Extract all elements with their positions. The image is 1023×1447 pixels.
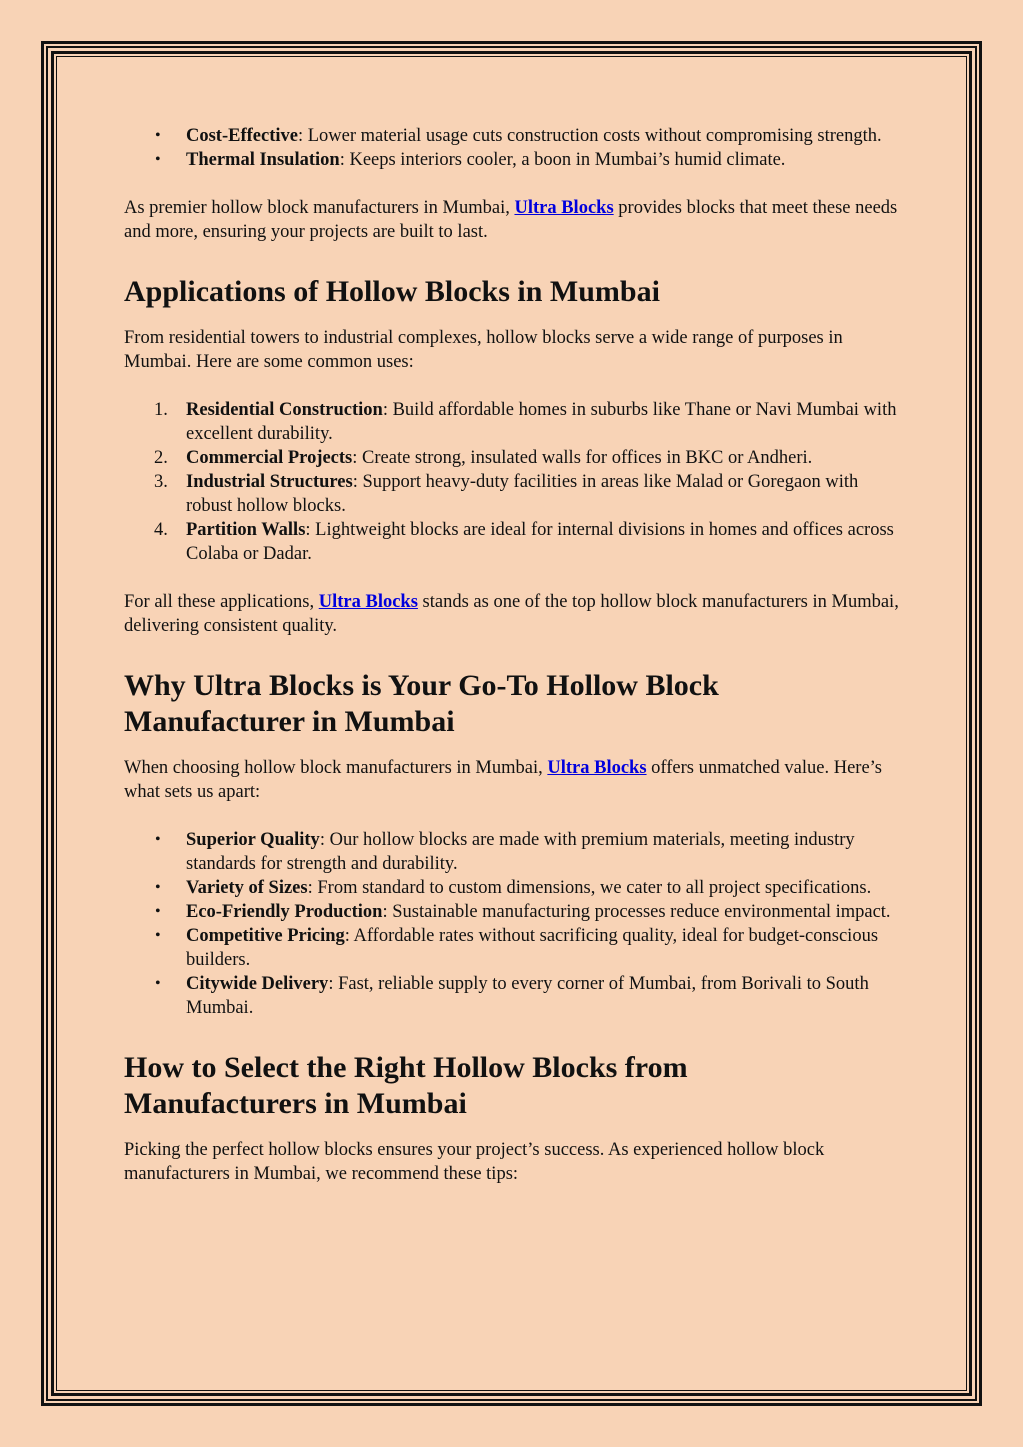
applications-list [124, 398, 899, 566]
list-item-text: : Build affordable homes in suburbs like Thane or Navi Mumbai with excellent durability. [186, 400, 897, 444]
list-item [124, 398, 899, 446]
paragraph [124, 590, 899, 638]
bullet-marker: • [155, 831, 161, 848]
paragraph-text: For all these applications, [124, 592, 319, 612]
paragraph-text: When choosing hollow block manufacturers in Mumbai, [124, 758, 548, 778]
features-list [124, 828, 899, 1020]
list-number: 2. [154, 448, 168, 468]
list-item-text: : Fast, reliable supply to every corner of Mumbai, from Borivali to South Mumbai. [186, 974, 869, 1018]
paragraph [124, 756, 899, 804]
list-item [124, 470, 899, 518]
list-item-text: : Sustainable manufacturing processes reduce environmental impact. [382, 902, 891, 922]
list-item-term: Competitive Pricing [186, 926, 345, 946]
list-item-text: : Lower material usage cuts construction costs without compromising strength. [297, 126, 882, 146]
list-item [124, 924, 899, 972]
list-item-term: Residential Construction [186, 400, 383, 420]
bullet-marker: • [155, 975, 161, 992]
list-item-text: : Our hollow blocks are made with premium materials, meeting industry standards for strength and durability. [186, 830, 855, 874]
list-item [124, 972, 899, 1020]
paragraph-text: stands as one of the top hollow block manufacturers in Mumbai, delivering consistent quality. [124, 592, 899, 636]
list-item-term: Industrial Structures [186, 472, 353, 492]
bullet-marker: • [155, 879, 161, 896]
paragraph: From residential towers to industrial complexes, hollow blocks serve a wide range of purposes in Mumbai. Here are some common uses: [124, 328, 843, 372]
list-item-term: Commercial Projects [186, 448, 353, 468]
list-item-term: Citywide Delivery [186, 974, 329, 994]
list-item [124, 876, 899, 900]
list-item-term: Eco-Friendly Production [186, 902, 383, 922]
list-item-text: : Lightweight blocks are ideal for internal divisions in homes and offices across Colaba or Dadar. [186, 520, 894, 564]
list-item-term: Partition Walls [186, 520, 306, 540]
list-item [124, 148, 899, 172]
ultra-blocks-link[interactable]: Ultra Blocks [318, 592, 418, 612]
list-item-term: Thermal Insulation [186, 150, 340, 170]
section-heading: Applications of Hollow Blocks in Mumbai [124, 275, 660, 308]
list-number: 3. [154, 472, 168, 492]
list-number: 1. [154, 400, 168, 420]
list-item-text: : From standard to custom dimensions, we cater to all project specifications. [307, 878, 872, 898]
list-item-text: : Support heavy-duty facilities in areas like Malad or Goregaon with robust hollow blocks. [186, 472, 859, 516]
paragraph-text: offers unmatched value. Here’s what sets us apart: [124, 758, 882, 802]
list-item-term: Cost-Effective [186, 126, 298, 146]
section-heading: How to Select the Right Hollow Blocks from Manufacturers in Mumbai [124, 1051, 688, 1120]
document-content [124, 124, 899, 1186]
list-item-text: : Create strong, insulated walls for offices in BKC or Andheri. [352, 448, 813, 468]
benefits-list [124, 124, 899, 172]
ultra-blocks-link[interactable]: Ultra Blocks [514, 198, 614, 218]
list-item [124, 518, 899, 566]
paragraph [124, 196, 899, 244]
paragraph-text: As premier hollow block manufacturers in Mumbai, [124, 198, 515, 218]
list-item [124, 900, 899, 924]
list-item-text: : Keeps interiors cooler, a boon in Mumbai’s humid climate. [339, 150, 786, 170]
list-number: 4. [154, 520, 168, 540]
bullet-marker: • [155, 927, 161, 944]
paragraph: Picking the perfect hollow blocks ensures your project’s success. As experienced hollow block manufacturers in Mumbai, we recommend these tips: [124, 1140, 825, 1184]
list-item [124, 124, 899, 148]
list-item [124, 446, 899, 470]
list-item [124, 828, 899, 876]
bullet-marker: • [155, 903, 161, 920]
bullet-marker: • [155, 151, 161, 168]
bullet-marker: • [155, 127, 161, 144]
list-item-text: : Affordable rates without sacrificing quality, ideal for budget-conscious builders. [186, 926, 879, 970]
paragraph-text: provides blocks that meet these needs and more, ensuring your projects are built to last. [124, 198, 898, 242]
list-item-term: Superior Quality [186, 830, 320, 850]
section-heading: Why Ultra Blocks is Your Go-To Hollow Block Manufacturer in Mumbai [124, 669, 719, 738]
ultra-blocks-link[interactable]: Ultra Blocks [547, 758, 647, 778]
list-item-term: Variety of Sizes [186, 878, 308, 898]
